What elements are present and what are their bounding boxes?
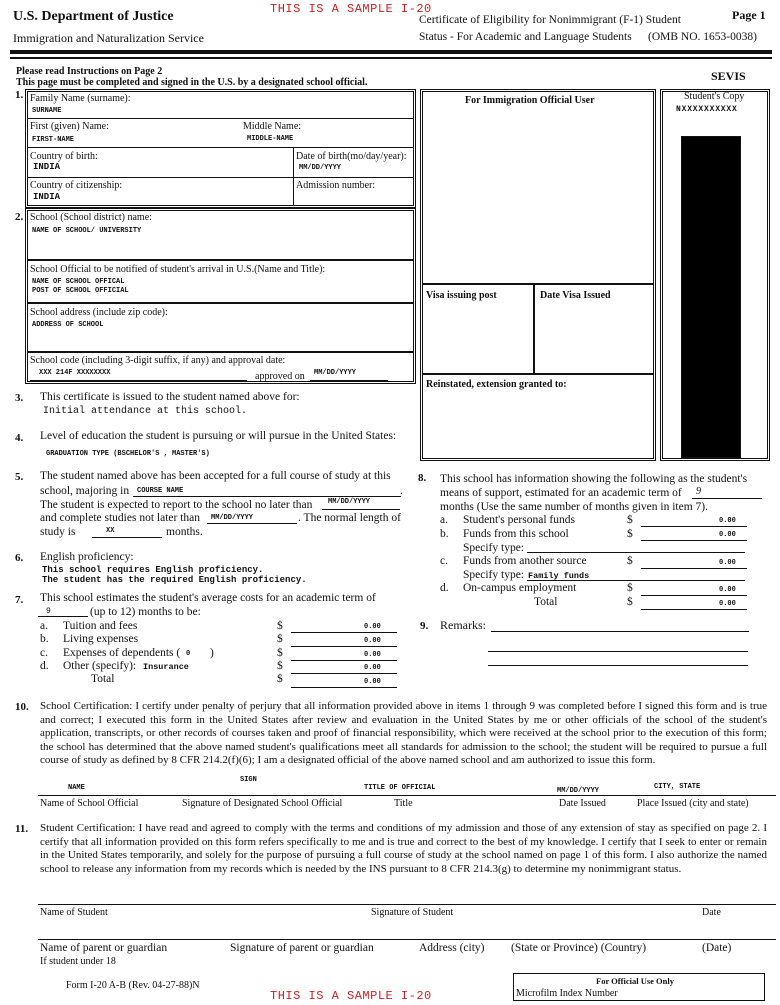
official-title-label: Title (394, 798, 413, 809)
middle-name-field[interactable]: MIDDLE-NAME (247, 135, 294, 143)
item-8-line1: This school has information showing the following as the student's (440, 473, 748, 485)
item-11-number: 11. (15, 823, 29, 835)
date-of-birth-field[interactable]: MM/DD/YYYY (299, 164, 342, 172)
school-name-field[interactable]: NAME OF SCHOOL/ UNIVERSITY (32, 227, 142, 235)
middle-name-label: Middle Name: (243, 121, 302, 132)
guardian-date-label: (Date) (702, 942, 732, 954)
official-signature-label: Signature of Designated School Official (182, 798, 343, 809)
other-amount[interactable]: 0.00 (364, 664, 381, 672)
date-issued-label: Date Issued (559, 798, 606, 809)
school-official-post-field[interactable]: POST OF SCHOOL OFFICIAL (32, 287, 129, 295)
item-1-number: 1. (15, 89, 24, 101)
school-certification-text: School Certification: I certify under penalty of perjury that all information provided above in items 1 through 9 was completed before I signed this form and is true and correct; I executed this form in the United States after review and evaluation in the United States by me or other officials of the school of the student's application, transcripts, or other records of courses taken and proof of financial responsibility, which were received at the school prior to the execution of this form; the school has determined that the above named student's qualifications meet all standards for admission to the school; the student will be required to pursue a full course of study as defined by 8 CFR 214.2(f)(6); I am a designated official of the above named school and am authorized to issue this form. (40, 700, 767, 767)
item-4-text: Level of education the student is pursuing or will pursue in the United States: (40, 430, 397, 442)
funding-type-field[interactable]: Family funds (528, 571, 590, 581)
header-rule-thin (10, 57, 772, 59)
guardian-address-label: Address (city) (419, 942, 485, 954)
omb-number: (OMB NO. 1653-0038) (648, 31, 757, 43)
official-title-field[interactable]: TITLE OF OFFICIAL (364, 784, 436, 792)
page-number: Page 1 (732, 8, 766, 22)
school-address-field[interactable]: ADDRESS OF SCHOOL (32, 321, 104, 329)
student-name-label: Name of Student (40, 907, 108, 918)
signature-field[interactable]: SIGN (240, 776, 257, 784)
item-7-line1: This school estimates the student's average costs for an academic term of (40, 592, 376, 604)
department-title: U.S. Department of Justice (13, 9, 174, 24)
students-copy-label: Student's Copy (684, 91, 745, 102)
place-issued-label: Place Issued (city and state) (637, 798, 749, 809)
school-name-label: School (School district) name: (30, 212, 152, 223)
visa-issuing-post-label: Visa issuing post (426, 290, 497, 301)
item-10-number: 10. (15, 701, 29, 713)
school-code-label: School code (including 3-digit suffix, if any) and approval date: (30, 355, 286, 366)
official-name-field[interactable]: NAME (68, 784, 85, 792)
microfilm-label: Microfilm Index Number (516, 988, 618, 999)
remarks-line-3[interactable] (488, 665, 748, 666)
date-issued-field[interactable]: MM/DD/YYYY (557, 787, 600, 795)
student-signature-line[interactable] (38, 904, 776, 905)
item-5-line5: study is (40, 526, 76, 538)
item-7-line2: (up to 12) months to be: (90, 606, 201, 618)
item-7-months-field[interactable]: 9 (46, 607, 51, 616)
country-of-birth-label: Country of birth: (30, 151, 98, 162)
approved-on-label: approved on (255, 371, 305, 382)
report-date-field[interactable]: MM/DD/YYYY (328, 498, 371, 506)
official-use-label: For Official Use Only (596, 976, 674, 986)
remarks-line-2[interactable] (488, 651, 748, 652)
instructions-line2: This page must be completed and signed in the U.S. by a designated school official. (16, 77, 368, 88)
english-proficiency-value2[interactable]: The student has the required English proficiency. (42, 575, 307, 585)
school-official-name-field[interactable]: NAME OF SCHOOL OFFICAL (32, 278, 125, 286)
item-5-number: 5. (15, 471, 24, 483)
living-expenses-label: Living expenses (63, 633, 139, 645)
sample-watermark-top: THIS IS A SAMPLE I-20 (270, 2, 432, 16)
item-8-line3: months (Use the same number of months given in item 7). (440, 501, 708, 513)
sevis-label: SEVIS (711, 69, 746, 83)
english-proficiency-value1[interactable]: This school requires English proficiency. (42, 565, 264, 575)
campus-employment-amount[interactable]: 0.00 (719, 586, 736, 594)
item-5-line3: The student is expected to report to the school no later than (40, 499, 313, 511)
english-proficiency-label: English proficiency: (40, 551, 134, 563)
certificate-title: Certificate of Eligibility for Nonimmigrant (F-1) Student (419, 14, 681, 26)
item-5-line4: and complete studies not later than (40, 512, 200, 524)
dependents-count[interactable]: 0 (186, 650, 191, 658)
study-length-field[interactable]: XX (106, 527, 115, 535)
item-3-number: 3. (15, 392, 24, 404)
item-7-total-label: Total (91, 673, 115, 685)
item-3-value[interactable]: Initial attendance at this school. (43, 406, 248, 417)
first-name-field[interactable]: FIRST-NAME (32, 136, 75, 144)
guardian-name-label: Name of parent or guardian (40, 942, 168, 954)
remarks-line-1[interactable] (491, 631, 749, 632)
family-name-field[interactable]: SURNAME (32, 107, 62, 115)
student-signature-label: Signature of Student (371, 907, 454, 918)
completion-date-field[interactable]: MM/DD/YYYY (211, 514, 254, 522)
item-7-total-amount[interactable]: 0.00 (364, 678, 381, 686)
admission-number-label: Admission number: (296, 180, 376, 191)
school-funds-label: Funds from this school (463, 528, 569, 540)
student-date-label: Date (702, 907, 721, 918)
tuition-amount[interactable]: 0.00 (364, 623, 381, 631)
guardian-state-label: (State or Province) (Country) (511, 942, 647, 954)
specify-type-label-2: Specify type: (463, 569, 524, 581)
form-number: Form I-20 A-B (Rev. 04-27-88)N (66, 980, 200, 991)
school-address-label: School address (include zip code): (30, 307, 168, 318)
item-8-line2: means of support, estimated for an academic term of (440, 487, 682, 499)
country-of-citizenship-field[interactable]: INDIA (33, 192, 61, 202)
country-of-birth-field[interactable]: INDIA (33, 162, 61, 172)
student-certification-text: Student Certification: I have read and agreed to comply with the terms and conditions of my admission and those of any extension of stay as specified on page 2. I certify that all information provided on this form refers specifically to me and is true and correct to the best of my knowledge. I certify that I seek to enter or remain in the United States temporarily, and solely for the purpose of pursuing a full course of study at the school named on page 1 of this form. I also authorize the named school to release any information from my records which is needed by the INS pursuant to 8 CFR 214.3(g) to determine my nonimmigrant status. (40, 822, 767, 875)
tuition-label: Tuition and fees (63, 620, 138, 632)
item-5-line5b: months. (166, 526, 203, 538)
redacted-barcode (681, 136, 741, 458)
item-4-number: 4. (15, 432, 24, 444)
sample-watermark-bottom: THIS IS A SAMPLE I-20 (270, 989, 432, 1003)
education-level-field[interactable]: GRADUATION TYPE (BSCHELOR'S , MASTER'S) (46, 450, 210, 458)
dependents-label: Expenses of dependents ( (63, 647, 181, 659)
immigration-official-box (420, 89, 656, 461)
service-name: Immigration and Naturalization Service (13, 31, 204, 45)
place-issued-field[interactable]: CITY, STATE (654, 783, 701, 791)
course-name-field[interactable]: COURSE NAME (137, 487, 184, 495)
guardian-signature-line[interactable] (38, 939, 776, 940)
item-6-number: 6. (15, 552, 24, 564)
official-name-label: Name of School Official (40, 798, 139, 809)
item-3-text: This certificate is issued to the student named above for: (40, 391, 300, 403)
specify-type-label-1: Specify type: (463, 542, 524, 554)
living-expenses-amount[interactable]: 0.00 (364, 637, 381, 645)
immigration-official-label: For Immigration Official User (465, 95, 595, 106)
other-source-amount[interactable]: 0.00 (719, 559, 736, 567)
reinstated-label: Reinstated, extension granted to: (426, 379, 567, 390)
date-of-birth-label: Date of birth(mo/day/year): (296, 151, 407, 162)
under-18-label: If student under 18 (40, 956, 116, 967)
school-funds-amount[interactable]: 0.00 (719, 531, 736, 539)
guardian-signature-label: Signature of parent or guardian (230, 942, 374, 954)
item-8-total-amount[interactable]: 0.00 (719, 600, 736, 608)
item-7-number: 7. (15, 594, 24, 606)
other-label: Other (specify): (63, 660, 137, 672)
other-source-label: Funds from another source (463, 555, 587, 567)
school-official-label: School Official to be notified of student's arrival in U.S.(Name and Title): (30, 264, 326, 275)
first-name-label: First (given) Name: (30, 121, 109, 132)
school-code-field[interactable]: XXX 214F XXXXXXXX (39, 369, 111, 377)
approval-date-field[interactable]: MM/DD/YYYY (314, 369, 357, 377)
item-5-line2: school, majoring in (40, 485, 130, 497)
item-5-line4b: . The normal length of (298, 512, 401, 524)
personal-funds-label: Student's personal funds (463, 514, 575, 526)
personal-funds-amount[interactable]: 0.00 (719, 517, 736, 525)
item-2-number: 2. (15, 211, 24, 223)
item-9-number: 9. (420, 620, 429, 632)
other-specify-field[interactable]: Insurance (143, 662, 189, 672)
item-8-total-label: Total (534, 596, 558, 608)
certificate-subtitle: Status - For Academic and Language Students (419, 31, 632, 43)
date-visa-issued-label: Date Visa Issued (540, 290, 611, 301)
item-5-line1: The student named above has been accepted for a full course of study at this (40, 470, 391, 482)
instructions-line1: Please read Instructions on Page 2 (16, 66, 163, 77)
campus-employment-label: On-campus employment (463, 582, 577, 594)
sevis-id-number: NXXXXXXXXXX (676, 105, 738, 114)
remarks-label: Remarks: (440, 618, 486, 632)
country-of-citizenship-label: Country of citizenship: (30, 180, 123, 191)
item-8-number: 8. (418, 472, 427, 484)
family-name-label: Family Name (surname): (30, 93, 131, 104)
item-8-months-field[interactable]: 9 (696, 486, 701, 497)
header-rule (10, 50, 772, 54)
dependents-amount[interactable]: 0.00 (364, 651, 381, 659)
